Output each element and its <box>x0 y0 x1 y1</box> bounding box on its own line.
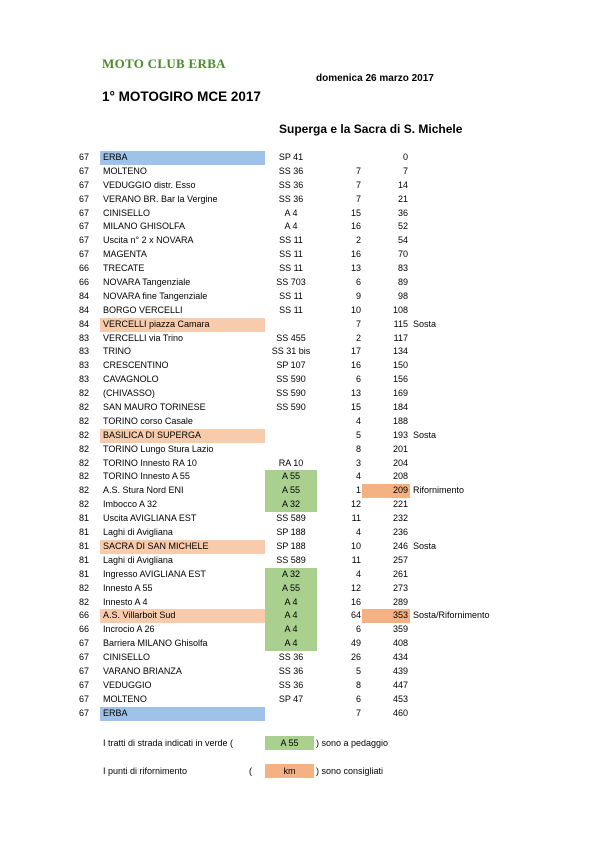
row-distance: 16 <box>350 249 361 260</box>
row-code: 83 <box>79 346 90 357</box>
row-location: Barriera MILANO Ghisolfa <box>103 638 208 649</box>
row-code: 81 <box>79 568 90 579</box>
row-location: Innesto A 4 <box>103 596 148 607</box>
row-location: NOVARA fine Tangenziale <box>103 290 208 301</box>
legend-fuel-sample: km <box>265 764 314 778</box>
row-km-total: 89 <box>397 277 408 288</box>
row-road: SS 11 <box>279 290 303 301</box>
row-road: SS 590 <box>276 388 306 399</box>
row-road <box>265 415 317 429</box>
row-code: 82 <box>79 415 90 426</box>
row-road: SS 590 <box>276 374 306 385</box>
row-distance: 1 <box>355 485 361 496</box>
row-km-total: 54 <box>397 235 408 246</box>
row-code: 66 <box>79 610 90 621</box>
row-distance: 5 <box>355 665 361 676</box>
row-code: 83 <box>79 360 90 371</box>
row-km-total: 14 <box>397 179 408 190</box>
row-km-total: 150 <box>392 360 408 371</box>
row-location: (CHIVASSO) <box>103 388 155 399</box>
row-location: Innesto A 55 <box>103 582 153 593</box>
table-row <box>0 151 595 165</box>
row-location: TORINO Innesto A 55 <box>103 471 190 482</box>
row-distance: 8 <box>355 679 361 690</box>
row-distance: 10 <box>350 540 361 551</box>
row-distance: 9 <box>355 290 361 301</box>
row-road: SS 11 <box>279 249 303 260</box>
row-code: 82 <box>79 443 90 454</box>
row-road: RA 10 <box>278 457 304 468</box>
row-code: 82 <box>79 499 90 510</box>
row-road: A 4 <box>265 609 317 623</box>
row-location: BORGO VERCELLI <box>103 304 183 315</box>
table-row <box>0 207 595 221</box>
table-row <box>0 498 595 512</box>
row-km-total: 453 <box>392 693 408 704</box>
row-distance: 4 <box>355 471 361 482</box>
row-km-total: 117 <box>393 332 408 343</box>
legend-fuel <box>0 764 595 778</box>
row-distance: 7 <box>355 707 361 718</box>
row-km-total: 134 <box>392 346 408 357</box>
row-code: 66 <box>79 277 90 288</box>
table-row <box>0 193 595 207</box>
row-km-total: 7 <box>402 165 408 176</box>
row-road: SS 11 <box>279 304 303 315</box>
row-distance: 16 <box>350 221 361 232</box>
row-location: Imbocco A 32 <box>103 499 158 510</box>
table-row <box>0 248 595 262</box>
row-code: 81 <box>79 513 90 524</box>
row-road: SP 188 <box>276 527 306 538</box>
row-distance: 4 <box>355 527 361 538</box>
row-code: 81 <box>79 540 90 551</box>
table-row <box>0 637 595 651</box>
row-km-total: 193 <box>392 429 408 440</box>
row-code: 67 <box>79 193 90 204</box>
row-location: VEDUGGIO <box>103 679 152 690</box>
table-row <box>0 554 595 568</box>
event-date: domenica 26 marzo 2017 <box>316 73 434 84</box>
row-code: 67 <box>79 221 90 232</box>
row-location: Laghi di Avigliana <box>103 554 173 565</box>
row-road: A 4 <box>265 623 317 637</box>
row-km-total: 273 <box>392 582 408 593</box>
row-km-total: 201 <box>392 443 408 454</box>
row-distance: 4 <box>355 415 361 426</box>
row-distance: 3 <box>355 457 361 468</box>
row-km-total: 353 <box>362 609 410 623</box>
row-distance: 8 <box>355 443 361 454</box>
row-distance: 16 <box>350 360 361 371</box>
row-code: 67 <box>79 152 90 162</box>
table-row <box>0 415 595 429</box>
row-code: 67 <box>79 235 90 246</box>
row-location: MAGENTA <box>103 249 147 260</box>
row-location: TORINO Lungo Stura Lazio <box>103 443 214 454</box>
row-distance: 7 <box>355 193 361 204</box>
table-row <box>0 665 595 679</box>
row-location: SAN MAURO TORINESE <box>103 402 206 413</box>
route-subtitle: Superga e la Sacra di S. Michele <box>279 122 463 136</box>
row-distance: 64 <box>350 610 361 621</box>
table-row <box>0 526 595 540</box>
table-row <box>0 623 595 637</box>
row-road: SS 455 <box>276 332 306 343</box>
row-road: SP 107 <box>276 360 306 371</box>
row-location: ERBA <box>100 707 265 721</box>
row-location: VERCELLI piazza Camara <box>100 318 265 332</box>
table-row <box>0 165 595 179</box>
row-km-total: 83 <box>397 263 408 274</box>
table-row <box>0 234 595 248</box>
row-km-total: 70 <box>397 249 408 260</box>
table-row <box>0 540 595 554</box>
row-road: SS 36 <box>278 665 304 676</box>
row-location: Uscita AVIGLIANA EST <box>103 513 197 524</box>
row-km-total: 209 <box>362 484 410 498</box>
row-road <box>265 429 317 443</box>
row-km-total: 447 <box>392 679 408 690</box>
row-distance: 49 <box>350 638 361 649</box>
row-distance: 6 <box>355 374 361 385</box>
table-row <box>0 609 595 623</box>
row-note: Rifornimento <box>413 485 465 496</box>
row-km-total: 221 <box>392 499 408 510</box>
club-name: MOTO CLUB ERBA <box>102 56 226 71</box>
legend-fuel-suffix: ) sono consigliati <box>316 766 384 776</box>
row-code: 82 <box>79 471 90 482</box>
row-code: 67 <box>79 638 90 649</box>
row-distance: 17 <box>350 346 361 357</box>
row-km-total: 439 <box>392 665 408 676</box>
table-row <box>0 651 595 665</box>
row-code: 84 <box>79 290 90 301</box>
row-code: 82 <box>79 402 90 413</box>
row-road: A 32 <box>265 498 317 512</box>
legend-fuel-text: I punti di rifornimento <box>103 766 188 776</box>
row-note: Sosta <box>413 540 437 551</box>
table-row <box>0 457 595 471</box>
row-location: TORINO corso Casale <box>103 415 193 426</box>
row-code: 67 <box>79 165 90 176</box>
table-row <box>0 262 595 276</box>
row-distance: 6 <box>355 693 361 704</box>
legend-toll-sample: A 55 <box>265 736 314 750</box>
row-distance: 2 <box>355 235 361 246</box>
row-location: TRECATE <box>103 263 145 274</box>
page-title: 1° MOTOGIRO MCE 2017 <box>102 89 261 104</box>
table-row <box>0 484 595 498</box>
row-location: Laghi di Avigliana <box>103 527 173 538</box>
row-location: A.S. Stura Nord ENI <box>103 485 184 496</box>
row-location: CINISELLO <box>103 207 151 218</box>
row-code: 82 <box>79 582 90 593</box>
row-location: TRINO <box>103 346 131 357</box>
row-location: VERCELLI via Trino <box>103 332 184 343</box>
table-row <box>0 707 595 721</box>
row-road: A 55 <box>265 470 317 484</box>
row-location: ERBA <box>100 151 265 165</box>
row-location: CRESCENTINO <box>103 360 169 371</box>
row-road: A 55 <box>265 484 317 498</box>
table-row <box>0 318 595 332</box>
row-location: A.S. Villarboit Sud <box>100 609 265 623</box>
row-road: SS 36 <box>278 679 304 690</box>
row-road: SS 703 <box>276 277 306 288</box>
row-km-total: 434 <box>392 652 408 663</box>
row-road: SS 590 <box>276 402 306 413</box>
row-code: 83 <box>79 374 90 385</box>
row-road: A 4 <box>265 637 317 651</box>
row-km-total: 232 <box>392 513 408 524</box>
row-distance: 12 <box>350 499 361 510</box>
row-code: 81 <box>79 554 90 565</box>
row-road <box>265 443 317 457</box>
row-road: SS 31 bis <box>271 346 311 357</box>
row-km-total: 0 <box>402 152 408 162</box>
row-km-total: 169 <box>392 388 408 399</box>
table-row <box>0 429 595 443</box>
table-row <box>0 401 595 415</box>
row-code: 82 <box>79 596 90 607</box>
row-km-total: 98 <box>397 290 408 301</box>
legend-toll <box>0 736 595 750</box>
table-row <box>0 345 595 359</box>
row-code: 82 <box>79 485 90 496</box>
row-km-total: 289 <box>392 596 408 607</box>
row-distance: 16 <box>350 596 361 607</box>
row-note: Sosta/Rifornimento <box>413 610 490 621</box>
row-code: 67 <box>79 249 90 260</box>
row-location: VERANO BR. Bar la Vergine <box>103 193 218 204</box>
row-road: SS 36 <box>278 179 304 190</box>
row-road: SS 36 <box>278 193 304 204</box>
row-km-total: 188 <box>392 415 408 426</box>
row-distance: 15 <box>350 207 361 218</box>
row-km-total: 261 <box>392 568 408 579</box>
row-distance: 6 <box>355 277 361 288</box>
table-row <box>0 470 595 484</box>
row-road: A 4 <box>265 596 317 610</box>
row-distance: 11 <box>351 554 361 565</box>
row-km-total: 359 <box>392 624 408 635</box>
row-code: 82 <box>79 457 90 468</box>
row-note: Sosta <box>413 429 437 440</box>
row-location: BASILICA DI SUPERGA <box>100 429 265 443</box>
row-distance: 10 <box>350 304 361 315</box>
row-road: A 55 <box>265 582 317 596</box>
table-row <box>0 290 595 304</box>
table-row <box>0 276 595 290</box>
row-km-total: 108 <box>392 304 408 315</box>
table-row <box>0 679 595 693</box>
row-km-total: 115 <box>393 318 408 329</box>
row-code: 82 <box>79 429 90 440</box>
row-location: VEDUGGIO distr. Esso <box>103 179 196 190</box>
row-distance: 26 <box>350 652 361 663</box>
row-code: 66 <box>79 263 90 274</box>
row-location: MOLTENO <box>103 693 147 704</box>
row-code: 67 <box>79 693 90 704</box>
row-km-total: 257 <box>392 554 408 565</box>
row-road: SP 188 <box>276 540 306 551</box>
row-code: 84 <box>79 304 90 315</box>
table-row <box>0 693 595 707</box>
row-road: SS 589 <box>276 554 306 565</box>
table-row <box>0 443 595 457</box>
row-road: A 4 <box>284 207 298 218</box>
row-distance: 13 <box>350 388 361 399</box>
row-distance: 4 <box>355 568 361 579</box>
table-row <box>0 582 595 596</box>
row-location: NOVARA Tangenziale <box>103 277 191 288</box>
row-distance: 7 <box>355 318 361 329</box>
row-km-total: 408 <box>392 638 408 649</box>
row-distance: 12 <box>350 582 361 593</box>
row-location: Uscita n° 2 x NOVARA <box>103 235 194 246</box>
table-row <box>0 568 595 582</box>
row-code: 67 <box>79 665 90 676</box>
row-code: 83 <box>79 332 90 343</box>
row-road <box>265 707 317 721</box>
row-km-total: 460 <box>392 707 408 718</box>
row-road: SS 11 <box>279 263 303 274</box>
row-location: TORINO Innesto RA 10 <box>103 457 197 468</box>
row-road: SP 41 <box>278 152 304 162</box>
row-distance: 7 <box>355 165 361 176</box>
row-distance: 6 <box>355 624 361 635</box>
row-location: MILANO GHISOLFA <box>103 221 186 232</box>
row-road: SS 11 <box>279 235 303 246</box>
row-km-total: 36 <box>397 207 408 218</box>
row-code: 67 <box>79 179 90 190</box>
row-location: VARANO BRIANZA <box>103 665 182 676</box>
row-distance: 2 <box>355 332 361 343</box>
table-row <box>0 179 595 193</box>
row-code: 81 <box>79 527 90 538</box>
row-km-total: 52 <box>397 221 408 232</box>
row-location: MOLTENO <box>103 165 147 176</box>
row-code: 67 <box>79 707 90 718</box>
table-row <box>0 359 595 373</box>
row-km-total: 208 <box>392 471 408 482</box>
row-road <box>265 318 317 332</box>
legend-toll-suffix: ) sono a pedaggio <box>316 738 389 748</box>
row-km-total: 21 <box>397 193 408 204</box>
table-row <box>0 596 595 610</box>
route-table <box>0 151 595 721</box>
table-row <box>0 220 595 234</box>
row-note: Sosta <box>413 318 437 329</box>
row-distance: 7 <box>355 179 361 190</box>
row-code: 67 <box>79 679 90 690</box>
table-row <box>0 387 595 401</box>
row-distance: 15 <box>350 402 361 413</box>
row-km-total: 236 <box>392 527 408 538</box>
table-row <box>0 332 595 346</box>
row-road: SS 36 <box>278 652 304 663</box>
row-code: 67 <box>79 652 90 663</box>
table-row <box>0 512 595 526</box>
row-distance: 5 <box>355 429 361 440</box>
row-distance: 11 <box>351 513 361 524</box>
row-distance: 13 <box>350 263 361 274</box>
row-location: Incrocio A 26 <box>103 624 155 635</box>
row-location: CINISELLO <box>103 652 151 663</box>
row-location: SACRA DI SAN MICHELE <box>100 540 265 554</box>
row-code: 84 <box>79 318 90 329</box>
row-code: 66 <box>79 624 90 635</box>
row-location: Ingresso AVIGLIANA EST <box>103 568 206 579</box>
row-location: CAVAGNOLO <box>103 374 159 385</box>
legend-fuel-paren: ( <box>249 766 252 776</box>
legend-toll-text: I tratti di strada indicati in verde ( <box>103 738 234 748</box>
row-road: SS 589 <box>276 513 306 524</box>
row-road: SS 36 <box>278 165 304 176</box>
row-km-total: 204 <box>392 457 408 468</box>
row-road: A 4 <box>284 221 298 232</box>
row-km-total: 156 <box>392 374 408 385</box>
row-road: A 32 <box>265 568 317 582</box>
table-row <box>0 304 595 318</box>
row-km-total: 184 <box>392 402 408 413</box>
row-code: 82 <box>79 388 90 399</box>
table-row <box>0 373 595 387</box>
row-code: 67 <box>79 207 90 218</box>
row-km-total: 246 <box>392 540 408 551</box>
row-road: SP 47 <box>278 693 304 704</box>
